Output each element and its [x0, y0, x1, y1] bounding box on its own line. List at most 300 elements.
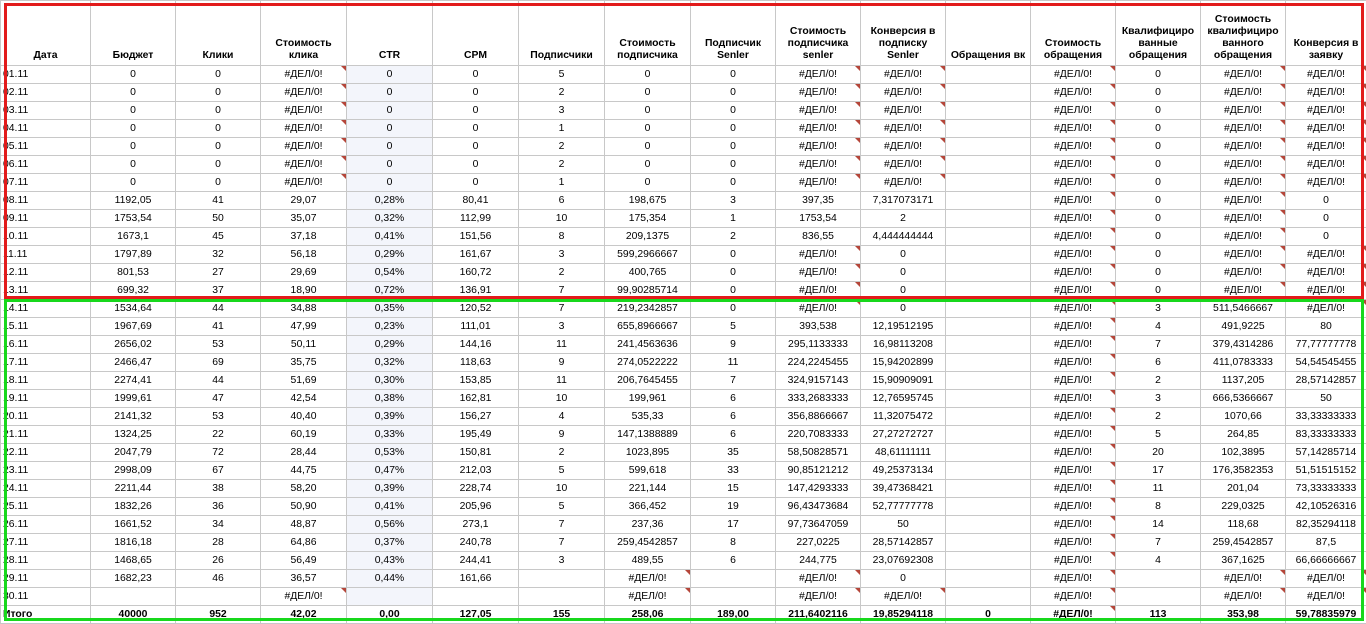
cell[interactable]: 0 — [1116, 138, 1201, 156]
cell[interactable]: #ДЕЛ/0! — [261, 102, 347, 120]
cell[interactable]: #ДЕЛ/0! — [1286, 282, 1366, 300]
cell[interactable]: #ДЕЛ/0! — [1031, 390, 1116, 408]
cell[interactable]: 0,53% — [347, 444, 433, 462]
column-header[interactable]: Клики — [176, 1, 261, 66]
cell[interactable]: 1468,65 — [91, 552, 176, 570]
cell[interactable]: 209,1375 — [605, 228, 691, 246]
cell[interactable]: 2141,32 — [91, 408, 176, 426]
cell[interactable]: #ДЕЛ/0! — [1031, 138, 1116, 156]
cell[interactable]: 0 — [605, 138, 691, 156]
cell[interactable]: 17 — [1116, 462, 1201, 480]
cell[interactable]: 3 — [1116, 300, 1201, 318]
cell[interactable]: 50 — [176, 210, 261, 228]
cell[interactable]: 37,18 — [261, 228, 347, 246]
cell[interactable]: 5 — [519, 498, 605, 516]
cell[interactable]: #ДЕЛ/0! — [1031, 606, 1116, 624]
cell[interactable]: 0 — [347, 84, 433, 102]
cell[interactable]: 73,33333333 — [1286, 480, 1366, 498]
cell[interactable]: 221,144 — [605, 480, 691, 498]
cell[interactable]: #ДЕЛ/0! — [1286, 66, 1366, 84]
cell[interactable]: 46 — [176, 570, 261, 588]
cell[interactable]: #ДЕЛ/0! — [1286, 120, 1366, 138]
cell[interactable]: #ДЕЛ/0! — [261, 156, 347, 174]
cell[interactable] — [946, 66, 1031, 84]
cell[interactable]: 0 — [1116, 174, 1201, 192]
cell[interactable]: 144,16 — [433, 336, 519, 354]
cell[interactable]: 48,61111111 — [861, 444, 946, 462]
cell[interactable]: 0,41% — [347, 228, 433, 246]
cell[interactable]: 118,68 — [1201, 516, 1286, 534]
cell[interactable]: 36,57 — [261, 570, 347, 588]
cell[interactable]: 51,51515152 — [1286, 462, 1366, 480]
cell[interactable]: 59,78835979 — [1286, 606, 1366, 624]
cell[interactable]: 11.11 — [1, 246, 91, 264]
cell[interactable]: 6 — [691, 390, 776, 408]
cell[interactable]: 0 — [1286, 210, 1366, 228]
cell[interactable]: 28 — [176, 534, 261, 552]
cell[interactable]: #ДЕЛ/0! — [1031, 408, 1116, 426]
cell[interactable]: #ДЕЛ/0! — [1201, 174, 1286, 192]
cell[interactable]: #ДЕЛ/0! — [1031, 102, 1116, 120]
cell[interactable]: #ДЕЛ/0! — [776, 120, 861, 138]
cell[interactable] — [946, 516, 1031, 534]
cell[interactable]: 56,18 — [261, 246, 347, 264]
cell[interactable]: 205,96 — [433, 498, 519, 516]
cell[interactable]: 38 — [176, 480, 261, 498]
cell[interactable]: #ДЕЛ/0! — [1031, 552, 1116, 570]
cell[interactable]: 0 — [1286, 228, 1366, 246]
cell[interactable]: 7 — [519, 300, 605, 318]
cell[interactable]: 0 — [176, 102, 261, 120]
cell[interactable]: 0 — [433, 84, 519, 102]
cell[interactable]: 0,28% — [347, 192, 433, 210]
cell[interactable]: #ДЕЛ/0! — [861, 588, 946, 606]
cell[interactable]: 599,618 — [605, 462, 691, 480]
cell[interactable]: 0,47% — [347, 462, 433, 480]
cell[interactable]: 147,1388889 — [605, 426, 691, 444]
cell[interactable] — [946, 588, 1031, 606]
cell[interactable]: #ДЕЛ/0! — [776, 156, 861, 174]
cell[interactable]: 199,961 — [605, 390, 691, 408]
cell[interactable]: #ДЕЛ/0! — [1286, 174, 1366, 192]
cell[interactable]: 6 — [691, 426, 776, 444]
cell[interactable]: #ДЕЛ/0! — [776, 282, 861, 300]
cell[interactable]: #ДЕЛ/0! — [1031, 588, 1116, 606]
cell[interactable] — [946, 318, 1031, 336]
cell[interactable]: 0 — [691, 120, 776, 138]
cell[interactable]: 44,75 — [261, 462, 347, 480]
cell[interactable]: 212,03 — [433, 462, 519, 480]
cell[interactable]: #ДЕЛ/0! — [1286, 588, 1366, 606]
cell[interactable]: 29.11 — [1, 570, 91, 588]
cell[interactable]: 324,9157143 — [776, 372, 861, 390]
cell[interactable]: #ДЕЛ/0! — [1201, 588, 1286, 606]
cell[interactable]: 156,27 — [433, 408, 519, 426]
cell[interactable]: #ДЕЛ/0! — [1031, 174, 1116, 192]
cell[interactable]: 47 — [176, 390, 261, 408]
cell[interactable]: 0 — [433, 174, 519, 192]
cell[interactable]: 0 — [691, 156, 776, 174]
cell[interactable]: 0 — [347, 138, 433, 156]
cell[interactable]: 20 — [1116, 444, 1201, 462]
cell[interactable]: 366,452 — [605, 498, 691, 516]
cell[interactable]: 27 — [176, 264, 261, 282]
cell[interactable]: 3 — [519, 318, 605, 336]
cell[interactable]: #ДЕЛ/0! — [861, 102, 946, 120]
cell[interactable]: 0 — [691, 264, 776, 282]
cell[interactable]: 22.11 — [1, 444, 91, 462]
cell[interactable]: 155 — [519, 606, 605, 624]
cell[interactable]: 33 — [691, 462, 776, 480]
cell[interactable]: 0 — [433, 156, 519, 174]
column-header[interactable]: Конверсия в заявку — [1286, 1, 1366, 66]
cell[interactable]: #ДЕЛ/0! — [1286, 570, 1366, 588]
cell[interactable]: 0 — [691, 66, 776, 84]
cell[interactable]: 26 — [176, 552, 261, 570]
cell[interactable]: 120,52 — [433, 300, 519, 318]
cell[interactable]: 220,7083333 — [776, 426, 861, 444]
cell[interactable]: 0 — [605, 174, 691, 192]
cell[interactable]: 50 — [861, 516, 946, 534]
cell[interactable]: 13.11 — [1, 282, 91, 300]
cell[interactable]: 2 — [1116, 408, 1201, 426]
cell[interactable]: 7 — [519, 534, 605, 552]
cell[interactable]: 40000 — [91, 606, 176, 624]
cell[interactable]: #ДЕЛ/0! — [1201, 156, 1286, 174]
cell[interactable]: Итого — [1, 606, 91, 624]
cell[interactable]: 0 — [605, 66, 691, 84]
cell[interactable]: 1192,05 — [91, 192, 176, 210]
cell[interactable]: 397,35 — [776, 192, 861, 210]
cell[interactable]: 264,85 — [1201, 426, 1286, 444]
cell[interactable]: 0 — [176, 138, 261, 156]
cell[interactable]: #ДЕЛ/0! — [776, 570, 861, 588]
cell[interactable]: 237,36 — [605, 516, 691, 534]
cell[interactable]: 0 — [1116, 102, 1201, 120]
column-header[interactable]: Стоимость обращения — [1031, 1, 1116, 66]
cell[interactable]: 09.11 — [1, 210, 91, 228]
cell[interactable]: 22 — [176, 426, 261, 444]
cell[interactable]: 1534,64 — [91, 300, 176, 318]
cell[interactable]: 0 — [91, 138, 176, 156]
cell[interactable]: 0,35% — [347, 300, 433, 318]
cell[interactable] — [946, 552, 1031, 570]
cell[interactable]: 11,32075472 — [861, 408, 946, 426]
cell[interactable]: 15.11 — [1, 318, 91, 336]
cell[interactable]: 0 — [1116, 210, 1201, 228]
cell[interactable]: 2 — [519, 84, 605, 102]
cell[interactable]: 02.11 — [1, 84, 91, 102]
cell[interactable]: #ДЕЛ/0! — [261, 588, 347, 606]
cell[interactable]: 151,56 — [433, 228, 519, 246]
cell[interactable]: 0,72% — [347, 282, 433, 300]
cell[interactable]: 1 — [691, 210, 776, 228]
cell[interactable]: 11 — [519, 372, 605, 390]
cell[interactable]: 0 — [605, 156, 691, 174]
cell[interactable]: 411,0783333 — [1201, 354, 1286, 372]
cell[interactable]: 58,20 — [261, 480, 347, 498]
cell[interactable]: 8 — [1116, 498, 1201, 516]
column-header[interactable]: CTR — [347, 1, 433, 66]
cell[interactable]: 229,0325 — [1201, 498, 1286, 516]
cell[interactable]: 7,317073171 — [861, 192, 946, 210]
cell[interactable]: #ДЕЛ/0! — [261, 84, 347, 102]
cell[interactable]: 102,3895 — [1201, 444, 1286, 462]
column-header[interactable]: Бюджет — [91, 1, 176, 66]
cell[interactable]: 1832,26 — [91, 498, 176, 516]
cell[interactable]: 6 — [691, 552, 776, 570]
cell[interactable]: #ДЕЛ/0! — [261, 120, 347, 138]
cell[interactable] — [946, 264, 1031, 282]
cell[interactable]: 12.11 — [1, 264, 91, 282]
cell[interactable]: 28,57142857 — [861, 534, 946, 552]
cell[interactable]: #ДЕЛ/0! — [1201, 138, 1286, 156]
cell[interactable]: 0 — [861, 570, 946, 588]
cell[interactable]: #ДЕЛ/0! — [1031, 480, 1116, 498]
cell[interactable]: 0,30% — [347, 372, 433, 390]
cell[interactable]: 4 — [1116, 318, 1201, 336]
cell[interactable]: 7 — [691, 372, 776, 390]
cell[interactable] — [946, 210, 1031, 228]
cell[interactable] — [946, 336, 1031, 354]
cell[interactable] — [1116, 570, 1201, 588]
cell[interactable]: 0 — [347, 66, 433, 84]
cell[interactable]: 14.11 — [1, 300, 91, 318]
cell[interactable]: 44 — [176, 372, 261, 390]
cell[interactable]: 67 — [176, 462, 261, 480]
cell[interactable]: 836,55 — [776, 228, 861, 246]
cell[interactable]: 7 — [519, 282, 605, 300]
cell[interactable]: 45 — [176, 228, 261, 246]
cell[interactable]: 0,29% — [347, 336, 433, 354]
cell[interactable]: 48,87 — [261, 516, 347, 534]
cell[interactable]: #ДЕЛ/0! — [1031, 84, 1116, 102]
cell[interactable]: 18,90 — [261, 282, 347, 300]
cell[interactable]: 16,98113208 — [861, 336, 946, 354]
column-header[interactable]: Стоимость квалифициро ванного обращения — [1201, 1, 1286, 66]
cell[interactable]: 535,33 — [605, 408, 691, 426]
cell[interactable]: 240,78 — [433, 534, 519, 552]
cell[interactable]: 0 — [1286, 192, 1366, 210]
cell[interactable]: 44 — [176, 300, 261, 318]
cell[interactable]: #ДЕЛ/0! — [1286, 300, 1366, 318]
cell[interactable]: 05.11 — [1, 138, 91, 156]
cell[interactable]: 0 — [691, 246, 776, 264]
cell[interactable]: #ДЕЛ/0! — [1031, 228, 1116, 246]
cell[interactable]: 0 — [347, 174, 433, 192]
cell[interactable]: 23.11 — [1, 462, 91, 480]
cell[interactable]: 29,07 — [261, 192, 347, 210]
column-header[interactable]: Дата — [1, 1, 91, 66]
cell[interactable]: 0 — [91, 102, 176, 120]
cell[interactable]: #ДЕЛ/0! — [1201, 282, 1286, 300]
cell[interactable]: 0 — [433, 120, 519, 138]
cell[interactable] — [946, 282, 1031, 300]
cell[interactable]: #ДЕЛ/0! — [1201, 84, 1286, 102]
cell[interactable]: 0 — [1116, 120, 1201, 138]
cell[interactable]: 1753,54 — [776, 210, 861, 228]
cell[interactable] — [946, 174, 1031, 192]
cell[interactable]: 0,32% — [347, 354, 433, 372]
cell[interactable]: 47,99 — [261, 318, 347, 336]
cell[interactable] — [946, 444, 1031, 462]
cell[interactable]: 0 — [605, 102, 691, 120]
cell[interactable]: 367,1625 — [1201, 552, 1286, 570]
cell[interactable] — [176, 588, 261, 606]
cell[interactable]: 0 — [691, 138, 776, 156]
cell[interactable]: 41 — [176, 318, 261, 336]
cell[interactable]: 0,29% — [347, 246, 433, 264]
column-header[interactable]: Подписчики — [519, 1, 605, 66]
cell[interactable]: 1324,25 — [91, 426, 176, 444]
cell[interactable]: 77,77777778 — [1286, 336, 1366, 354]
cell[interactable]: 801,53 — [91, 264, 176, 282]
cell[interactable] — [691, 570, 776, 588]
cell[interactable]: 0,00 — [347, 606, 433, 624]
cell[interactable]: #ДЕЛ/0! — [776, 246, 861, 264]
cell[interactable] — [946, 120, 1031, 138]
cell[interactable]: 80 — [1286, 318, 1366, 336]
cell[interactable]: 35 — [691, 444, 776, 462]
cell[interactable] — [946, 354, 1031, 372]
cell[interactable] — [946, 246, 1031, 264]
cell[interactable]: 0,23% — [347, 318, 433, 336]
cell[interactable]: 42,54 — [261, 390, 347, 408]
cell[interactable]: 0 — [433, 138, 519, 156]
cell[interactable]: 0 — [91, 66, 176, 84]
cell[interactable]: 273,1 — [433, 516, 519, 534]
cell[interactable]: 1753,54 — [91, 210, 176, 228]
cell[interactable]: 0 — [691, 174, 776, 192]
cell[interactable]: 28.11 — [1, 552, 91, 570]
cell[interactable]: #ДЕЛ/0! — [1031, 300, 1116, 318]
cell[interactable] — [946, 102, 1031, 120]
cell[interactable]: #ДЕЛ/0! — [605, 588, 691, 606]
cell[interactable]: #ДЕЛ/0! — [1201, 120, 1286, 138]
cell[interactable]: 4,444444444 — [861, 228, 946, 246]
cell[interactable]: 32 — [176, 246, 261, 264]
cell[interactable]: 150,81 — [433, 444, 519, 462]
cell[interactable]: 160,72 — [433, 264, 519, 282]
cell[interactable]: 244,41 — [433, 552, 519, 570]
cell[interactable]: 6 — [691, 408, 776, 426]
cell[interactable]: 96,43473684 — [776, 498, 861, 516]
cell[interactable]: 0,39% — [347, 408, 433, 426]
cell[interactable]: 0,54% — [347, 264, 433, 282]
cell[interactable]: 51,69 — [261, 372, 347, 390]
cell[interactable]: #ДЕЛ/0! — [1031, 120, 1116, 138]
cell[interactable]: 6 — [1116, 354, 1201, 372]
cell[interactable]: 19,85294118 — [861, 606, 946, 624]
cell[interactable]: 2211,44 — [91, 480, 176, 498]
cell[interactable]: 10.11 — [1, 228, 91, 246]
cell[interactable]: 113 — [1116, 606, 1201, 624]
cell[interactable]: 2998,09 — [91, 462, 176, 480]
cell[interactable]: 42,10526316 — [1286, 498, 1366, 516]
cell[interactable]: #ДЕЛ/0! — [776, 84, 861, 102]
cell[interactable]: 1816,18 — [91, 534, 176, 552]
cell[interactable]: 12,76595745 — [861, 390, 946, 408]
cell[interactable]: 9 — [691, 336, 776, 354]
cell[interactable]: 0 — [91, 120, 176, 138]
cell[interactable]: 10 — [519, 210, 605, 228]
cell[interactable]: 1 — [519, 120, 605, 138]
cell[interactable]: 7 — [519, 516, 605, 534]
cell[interactable]: 11 — [519, 336, 605, 354]
cell[interactable]: #ДЕЛ/0! — [1031, 570, 1116, 588]
cell[interactable]: 33,33333333 — [1286, 408, 1366, 426]
cell[interactable]: 15,94202899 — [861, 354, 946, 372]
cell[interactable] — [946, 426, 1031, 444]
cell[interactable]: #ДЕЛ/0! — [1031, 462, 1116, 480]
cell[interactable]: #ДЕЛ/0! — [1031, 426, 1116, 444]
cell[interactable]: #ДЕЛ/0! — [1031, 444, 1116, 462]
cell[interactable]: 489,55 — [605, 552, 691, 570]
cell[interactable]: 0 — [691, 300, 776, 318]
cell[interactable]: 42,02 — [261, 606, 347, 624]
cell[interactable]: 54,54545455 — [1286, 354, 1366, 372]
cell[interactable]: 0 — [946, 606, 1031, 624]
cell[interactable] — [946, 138, 1031, 156]
cell[interactable]: 0,32% — [347, 210, 433, 228]
cell[interactable]: 35,75 — [261, 354, 347, 372]
cell[interactable]: 21.11 — [1, 426, 91, 444]
cell[interactable] — [91, 588, 176, 606]
cell[interactable]: 0 — [605, 84, 691, 102]
cell[interactable]: 24.11 — [1, 480, 91, 498]
cell[interactable]: #ДЕЛ/0! — [1286, 102, 1366, 120]
cell[interactable]: #ДЕЛ/0! — [261, 138, 347, 156]
cell[interactable]: 56,49 — [261, 552, 347, 570]
cell[interactable]: 511,5466667 — [1201, 300, 1286, 318]
cell[interactable]: 400,765 — [605, 264, 691, 282]
cell[interactable] — [946, 462, 1031, 480]
cell[interactable]: 53 — [176, 336, 261, 354]
cell[interactable]: 3 — [519, 102, 605, 120]
cell[interactable]: 0,56% — [347, 516, 433, 534]
column-header[interactable]: Стоимость подписчика — [605, 1, 691, 66]
cell[interactable]: 274,0522222 — [605, 354, 691, 372]
cell[interactable]: 18.11 — [1, 372, 91, 390]
cell[interactable]: 06.11 — [1, 156, 91, 174]
cell[interactable]: 19 — [691, 498, 776, 516]
cell[interactable]: 83,33333333 — [1286, 426, 1366, 444]
cell[interactable]: 07.11 — [1, 174, 91, 192]
cell[interactable]: 206,7645455 — [605, 372, 691, 390]
cell[interactable]: 0 — [605, 120, 691, 138]
cell[interactable]: 0 — [91, 174, 176, 192]
cell[interactable]: #ДЕЛ/0! — [1031, 372, 1116, 390]
cell[interactable]: 0 — [176, 120, 261, 138]
cell[interactable]: 1673,1 — [91, 228, 176, 246]
cell[interactable]: #ДЕЛ/0! — [1201, 66, 1286, 84]
cell[interactable]: #ДЕЛ/0! — [1031, 210, 1116, 228]
cell[interactable]: 0 — [433, 66, 519, 84]
cell[interactable]: 0 — [1116, 282, 1201, 300]
cell[interactable]: 2 — [519, 156, 605, 174]
cell[interactable] — [691, 588, 776, 606]
cell[interactable]: #ДЕЛ/0! — [776, 138, 861, 156]
cell[interactable]: 195,49 — [433, 426, 519, 444]
cell[interactable]: 99,90285714 — [605, 282, 691, 300]
cell[interactable]: 27.11 — [1, 534, 91, 552]
column-header[interactable]: CPM — [433, 1, 519, 66]
cell[interactable]: 1070,66 — [1201, 408, 1286, 426]
cell[interactable]: 50,11 — [261, 336, 347, 354]
cell[interactable]: 176,3582353 — [1201, 462, 1286, 480]
cell[interactable] — [946, 192, 1031, 210]
cell[interactable]: #ДЕЛ/0! — [861, 156, 946, 174]
